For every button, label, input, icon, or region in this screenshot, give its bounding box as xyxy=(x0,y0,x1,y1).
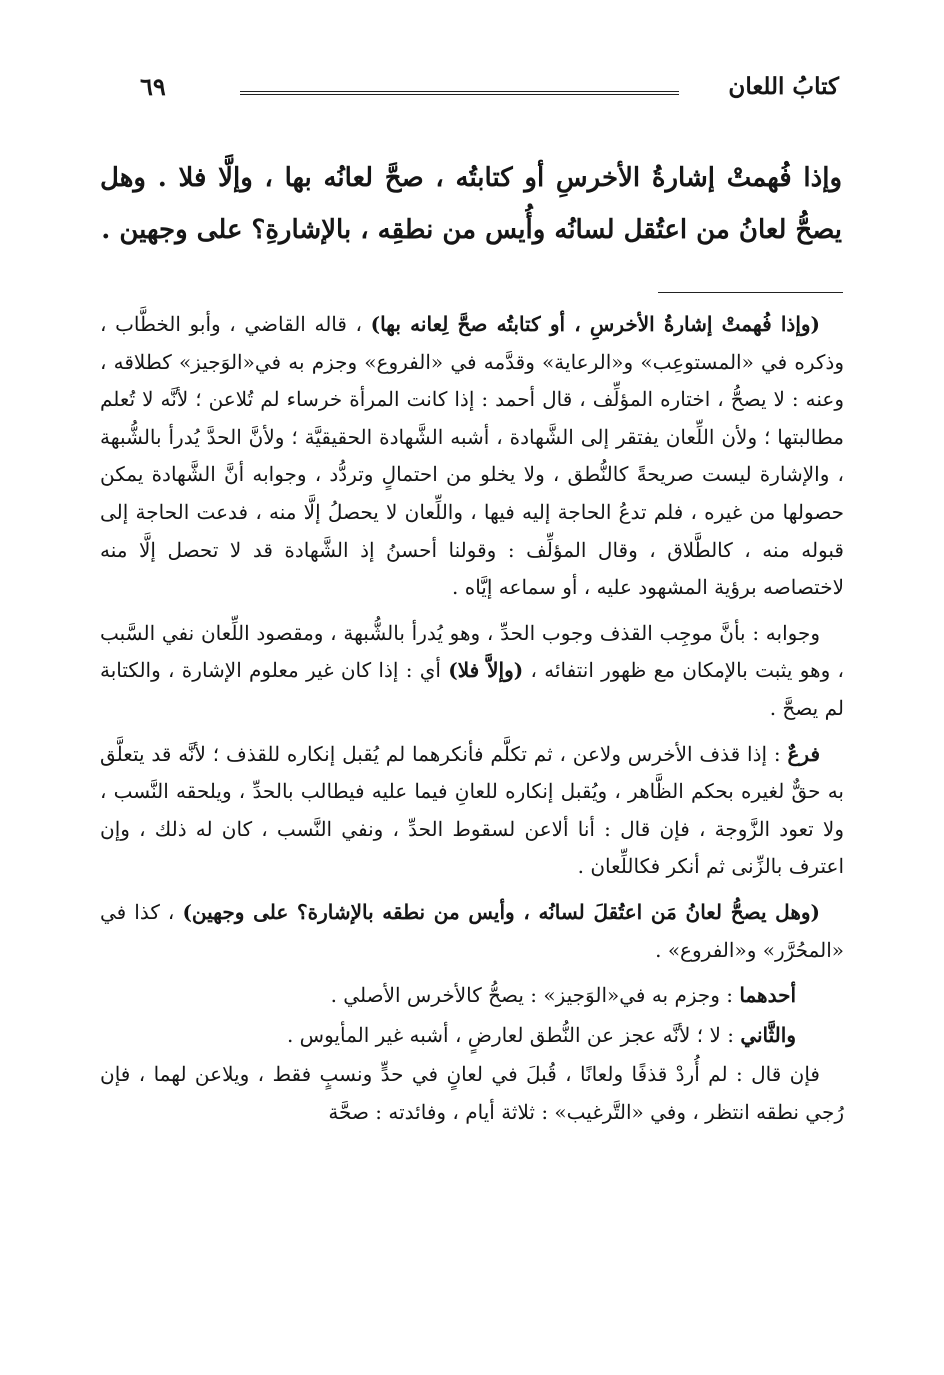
commentary-text: فإن قال : لم أُردْ قذفًا ولعانًا ، قُبلَ في لعانٍ في حدٍّ ونسبٍ فقط ، ويلاعن لهما ، فإن رُجي نطقه انتظر ، وفي «التَّرغيب» : ثلاثة أيام ، وفائدته : صحَّة xyxy=(100,1062,844,1124)
commentary-text: : وجزم به في«الوَجيز» : يصحُّ كالأخرس الأصلي . xyxy=(330,983,740,1008)
commentary-paragraph xyxy=(100,977,844,1015)
commentary-separator xyxy=(658,292,843,293)
commentary-text: : لا ؛ لأنَّه عجز عن النُّطق لعارضٍ ، أشبه غير المأيوس . xyxy=(286,1022,741,1047)
commentary-paragraph xyxy=(100,1017,844,1055)
section-lead: فرعٌ xyxy=(787,741,820,766)
section-lead: والثَّاني xyxy=(740,1022,796,1047)
commentary-paragraph xyxy=(100,894,844,969)
commentary-text: أي : إذا كان غير معلوم الإشارة ، والكتابة لم يصحَّ . xyxy=(100,658,844,720)
commentary xyxy=(100,306,844,1139)
running-title: كتابُ اللعان xyxy=(728,73,839,100)
commentary-text: ، قاله القاضي ، وأبو الخطَّاب ، وذكره في «المستوعِب» و«الرعاية» وقدَّمه في «الفروع» وجزم به في«الوَجيز» كطلاقه ، وعنه : لا يصحُّ ، اختاره المؤلِّف ، قال أحمد : إذا كانت المرأة خرساء لم تُلاعن ؛ لأنَّه لا تُعلم مطالبتها ؛ ولأن اللِّعان يفتقر إلى الشَّهادة ، أشبه الشَّهادة الحقيقيَّة ؛ ولأنَّ الحدَّ يُدرأ بالشُّبهة ، والإشارة ليست صريحةً كالنُّطق ، ولا يخلو من احتمالٍ وتردُّد ، وجوابه أنَّ الشَّهادة يمكن حصولها من غيره ، فلم تدعُ الحاجة إليه فيها ، واللِّعان لا يحصلُ إلَّا منه ، فدعت الحاجة إلى قبوله منه ، كالطَّلاق ، وقال المؤلِّف : وقولنا أحسنُ إذ الشَّهادة قد لا تحصل إلَّا منه لاختصاصه برؤية المشهود عليه ، أو سماعه إيَّاه . xyxy=(100,312,845,600)
page-header xyxy=(140,70,839,110)
commentary-text: : إذا قذف الأخرس ولاعن ، ثم تكلَّم فأنكرهما لم يُقبل إنكاره للقذف ؛ لأنَّه قد يتعلَّق به حقٌّ لغيره بحكم الظَّاهر ، ويُقبل إنكاره للعانِ فيما عليه فيطالب بالحدِّ ، ويلحقه النَّسب ، ولا تعود الزَّوجة ، فإن قال : أنا ألاعن لسقوط الحدِّ ، ونفي النَّسب ، كان له ذلك ، وإن اعترف بالزِّنى ثم أنكر فكاللِّعان . xyxy=(100,741,844,879)
commentary-paragraph xyxy=(100,306,844,607)
matn-text: وإذا فُهمتْ إشارةُ الأخرسِ أو كتابتُه ، صحَّ لعانُه بها ، وإلَّا فلا . وهل يصحُّ لعانُ من اعتُقل لسانُه وأُيس من نطقِه ، بالإشارةِ؟ على وجهين . xyxy=(100,163,842,245)
quoted-matn: (وهل يصحُّ لعانُ مَن اعتُقلَ لسانُه ، وأيس من نطقه بالإشارة؟ على وجهين) xyxy=(182,899,820,924)
page-number: ٦٩ xyxy=(140,72,166,101)
commentary-paragraph xyxy=(100,615,844,728)
commentary-paragraph xyxy=(100,736,844,886)
header-rule xyxy=(240,91,679,95)
commentary-text: وجوابه : بأنَّ موجِب القذف وجوب الحدِّ ، وهو يُدرأ بالشُّبهة ، ومقصود اللِّعان نفي السَّبب ، وهو يثبت بالإمكان مع ظهور انتفائه ، xyxy=(100,620,844,683)
section-lead: أحدهما xyxy=(739,983,796,1008)
commentary-paragraph xyxy=(100,1056,844,1131)
quoted-matn: (وإذا فُهمتْ إشارةُ الأخرسِ ، أو كتابتُه صحَّ لِعانه بها) xyxy=(370,312,820,336)
quoted-matn: (وإلاَّ فلا) xyxy=(448,658,524,683)
commentary-text: ، كذا في «المحُرَّر» و«الفروع» . xyxy=(100,899,844,962)
